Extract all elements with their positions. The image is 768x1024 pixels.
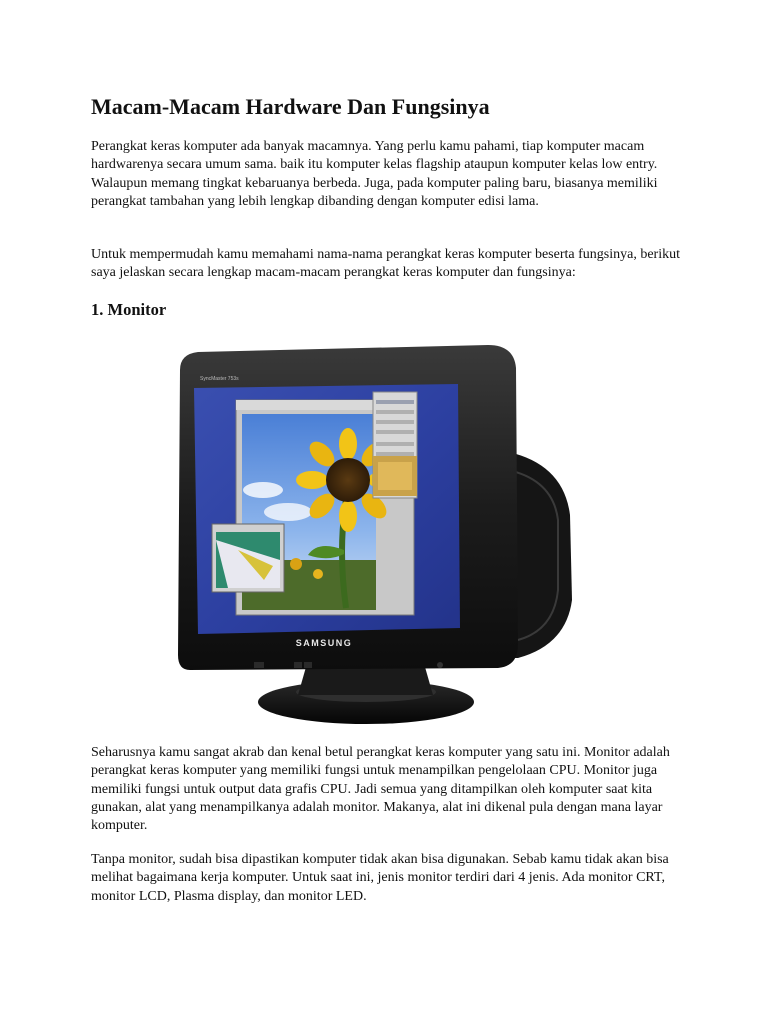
model-label: SyncMaster 753s (200, 376, 239, 382)
lead-paragraph: Untuk mempermudah kamu memahami nama-nama perangkat keras komputer beserta fungsinya, berikut saya jelaskan secara lengkap macam-macam perangkat keras komputer dan fungsinya: (91, 247, 680, 281)
brand-logo: SAMSUNG (295, 638, 353, 648)
section-heading-monitor: 1. Monitor (91, 300, 167, 319)
monitor-paragraph-1: Seharusnya kamu sangat akrab dan kenal betul perangkat keras komputer yang satu ini. Monitor adalah perangkat keras komputer yang memiliki fungsi untuk menampilkan pengelolaan CPU. Monitor juga memiliki fungsi untuk output data grafis CPU. Jadi semua yang ditampilkan oleh komputer saat kita gunakan, alat yang menampilkanya adalah monitor. Makanya, alat ini dikenal pula dengan mana layar komputer. (91, 745, 670, 834)
crt-monitor-image (168, 340, 588, 730)
monitor-paragraph-2: Tanpa monitor, sudah bisa dipastikan komputer tidak akan bisa digunakan. Sebab kamu tidak akan bisa melihat bagaimana kerja komputer. Untuk saat ini, jenis monitor terdiri dari 4 jenis. Ada monitor CRT, monitor LCD, Plasma display, dan monitor LED. (91, 852, 669, 904)
article-title: Macam-Macam Hardware Dan Fungsinya (91, 94, 490, 119)
intro-paragraph: Perangkat keras komputer ada banyak macamnya. Yang perlu kamu pahami, tiap komputer macam hardwarenya secara umum sama. baik itu komputer kelas flagship ataupun komputer kelas low entry. Walaupun memang tingkat kebaruanya berbeda. Juga, pada komputer paling baru, biasanya memiliki perangkat tambahan yang lebih lengkap dibanding dengan komputer edisi lama. (91, 139, 658, 209)
